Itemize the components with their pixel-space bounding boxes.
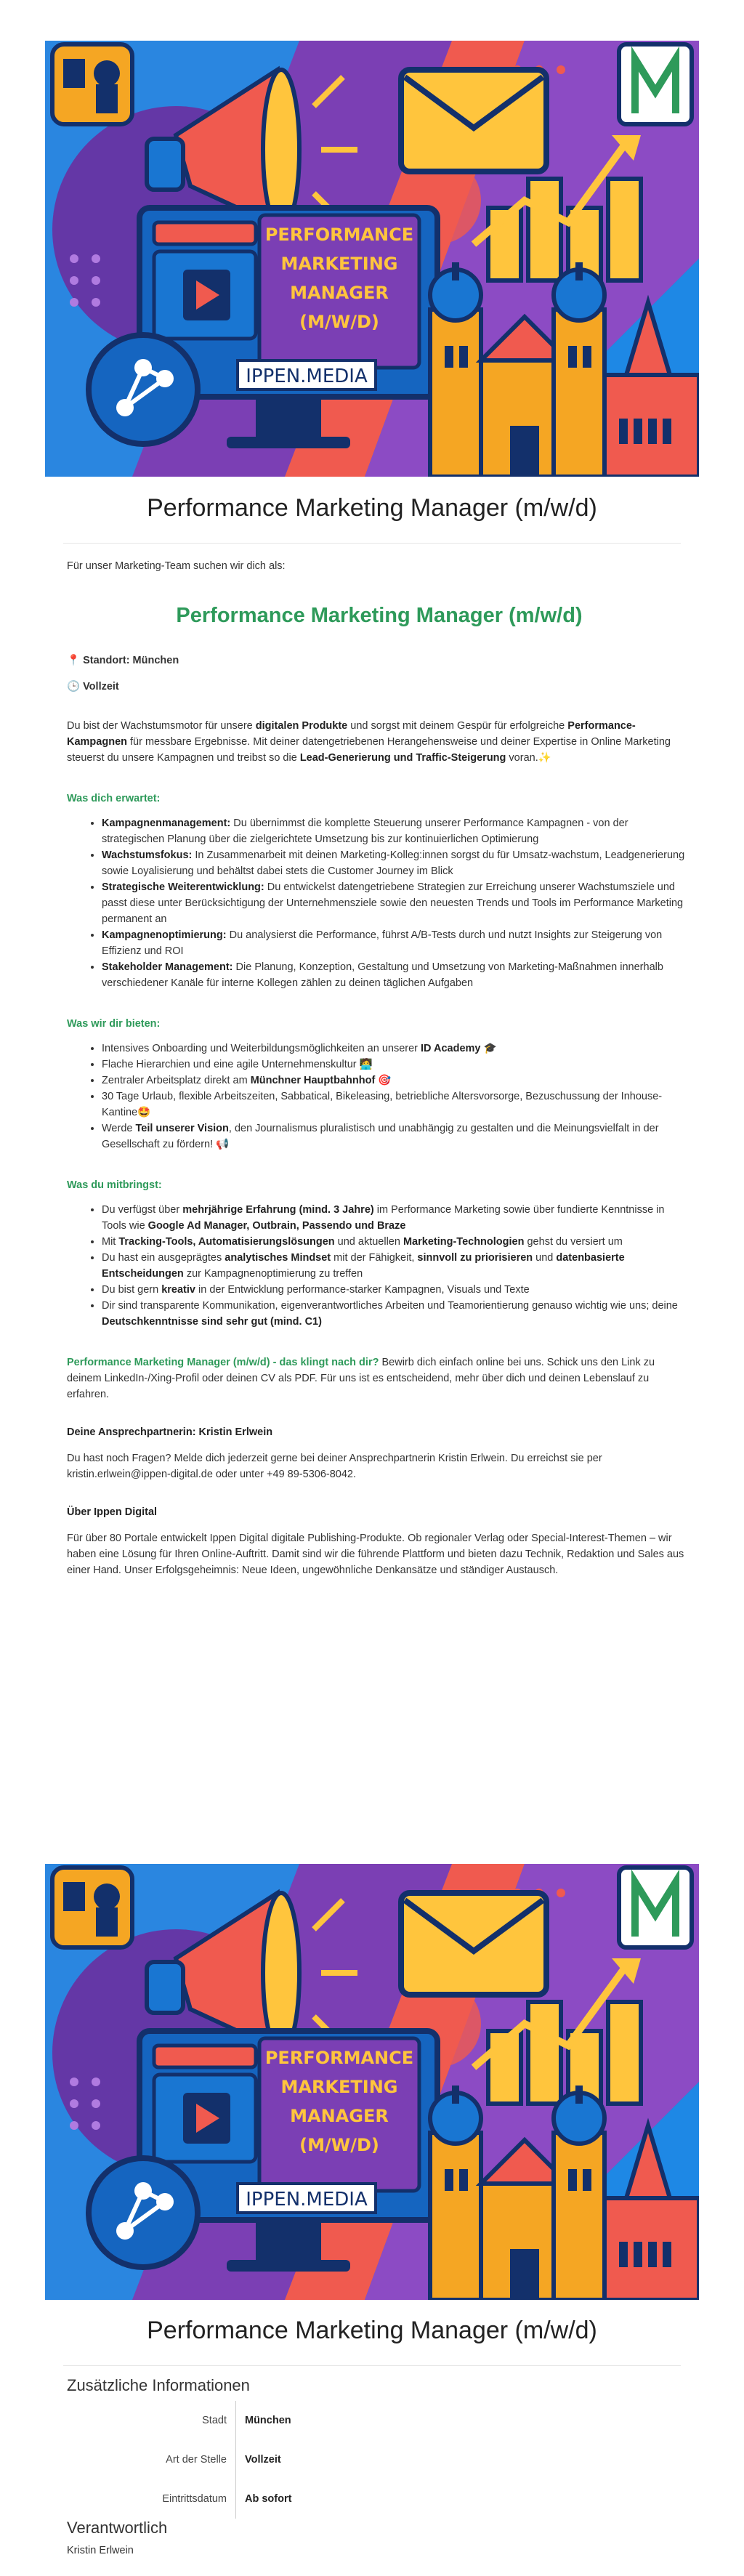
location: 📍 Standort: München: [67, 655, 179, 666]
list-item-text: In Zusammenarbeit mit deinen Marketing-Kolleg:innen sorgst du für Umsatz-wachstum, Leadgenerierung sowie Loyalisierung und behältst dabei stets die Customer Journey im Blick: [102, 849, 685, 877]
bring-list: [67, 1202, 692, 1330]
description-paragraph: [67, 718, 692, 766]
responsible-heading: Verantwortlich: [67, 2519, 168, 2537]
list-item: [102, 1250, 692, 1282]
list-item-bold: kreativ: [161, 1284, 195, 1296]
list-item-bold: Münchner Hauptbahnhof: [250, 1075, 376, 1086]
contact-heading: Deine Ansprechpartnerin: Kristin Erlwein: [67, 1426, 273, 1438]
list-item-text: Werde: [102, 1123, 136, 1134]
hero-headline-line-4: (M/W/D): [299, 312, 379, 332]
list-item-text: und: [533, 1252, 557, 1264]
list-item-text: Du hast ein ausgeprägtes: [102, 1252, 225, 1264]
job-title: Performance Marketing Manager (m/w/d): [176, 604, 583, 627]
hero-banner-repeat: [45, 1864, 699, 2300]
expect-list: [67, 815, 692, 991]
description-part: und sorgst mit deinem Gespür für erfolgreiche: [347, 720, 568, 732]
list-item-text: Dir sind transparente Kommunikation, eigenverantwortliches Arbeiten und Teamorientierung genauso wichtig wie uns; deine: [102, 1300, 678, 1312]
list-item: [102, 1282, 692, 1298]
intro-text: Für unser Marketing-Team suchen wir dich als:: [67, 560, 286, 572]
list-item: [102, 879, 692, 927]
apply-text: Bewirb dich einfach online bei uns. Schick uns den Link zu deinem LinkedIn-/Xing-Profil oder deinen CV als PDF. Für uns ist es entscheidend, mehr über dich und deinen Lebenslauf zu erfahren.: [67, 1357, 655, 1400]
apply-paragraph: [67, 1354, 692, 1402]
list-item-text: Du verfügst über: [102, 1204, 183, 1216]
list-item-text: gehst du versiert um: [524, 1236, 623, 1248]
hero-headline-line-2: MARKETING: [280, 254, 398, 274]
info-row-city: [67, 2401, 692, 2440]
list-item-bold: Marketing-Technologien: [403, 1236, 525, 1248]
description-part: voran.✨: [506, 752, 551, 764]
info-row-job-type: [67, 2440, 692, 2479]
list-item-text: Du analysierst die Performance, führst A/B-Tests durch und nutzt Insights zur Steigerung von Effizienz und ROI: [102, 929, 663, 957]
work-time: 🕒 Vollzeit: [67, 681, 119, 693]
hero-illustration: [45, 41, 699, 477]
list-item-bold: Deutschkenntnisse sind sehr gut (mind. C1): [102, 1316, 322, 1328]
hero-illustration: [45, 1864, 699, 2300]
list-item-bold: sinnvoll zu priorisieren: [417, 1252, 533, 1264]
description-bold: Lead-Generierung und Traffic-Steigerung: [299, 752, 506, 764]
list-item: [102, 1041, 692, 1057]
hero-headline-line-3: MANAGER: [290, 2106, 389, 2126]
info-value: Vollzeit: [245, 2454, 281, 2466]
hero-headline-line-2: MARKETING: [280, 2077, 398, 2097]
job-description: [67, 558, 692, 1578]
list-item-text: Mit: [102, 1236, 119, 1248]
list-item-bold: Stakeholder Management:: [102, 961, 233, 973]
list-item-text: Du übernimmst die komplette Steuerung unserer Performance Kampagnen - von der strategischen Planung über die zielgerichtete Umsetzung bis zur kontinuierlichen Optimierung: [102, 817, 628, 845]
list-item-text: Intensives Onboarding und Weiterbildungsmöglichkeiten an unserer: [102, 1043, 421, 1054]
list-item-text: , den Journalismus pluralistisch und unabhängig zu gestalten und die Meinungsvielfalt in der Gesellschaft zu fördern! 📢: [102, 1123, 659, 1150]
additional-info: [67, 2376, 692, 2556]
list-item-bold: analytisches Mindset: [225, 1252, 331, 1264]
title-divider: [63, 2365, 681, 2366]
list-item-bold: datenbasierte Entscheidungen: [102, 1252, 625, 1280]
list-item-bold: Tracking-Tools, Automatisierungslösungen: [118, 1236, 335, 1248]
list-item: • 30 Tage Urlaub, flexible Arbeitszeiten, Sabbatical, Bikeleasing, betriebliche Altersvorsorge, Bezuschussung der Inhouse-Kantine🤩: [102, 1089, 692, 1121]
info-label: Stadt: [67, 2401, 236, 2440]
list-item: [102, 927, 692, 959]
list-item-bold: Kampagnenoptimierung:: [102, 929, 227, 941]
about-text: Für über 80 Portale entwickelt Ippen Digital digitale Publishing-Produkte. Ob regionaler Verlag oder Special-Interest-Themen – wir haben eine Lösung für Ihren Online-Auftritt. Damit sind wir die führende Plattform und bieten dazu Technik, Redaktion und Sales aus einer Hand. Unser Erfolgsgeheimnis: Neue Ideen, ungewöhnliche Denkansätze und ständiger Austausch.: [67, 1533, 684, 1576]
list-item-text: Die Planung, Konzeption, Gestaltung und Umsetzung von Marketing-Maßnahmen innerhalb verschiedener Kanäle für interne Kollegen zählen zu deinen täglichen Aufgaben: [102, 961, 663, 989]
list-item-bold: Google Ad Manager, Outbrain, Passendo und Braze: [147, 1220, 406, 1232]
list-item-text: 🎓: [480, 1043, 497, 1054]
list-item: [102, 1298, 692, 1330]
hero-headline-line-1: PERFORMANCE: [264, 225, 414, 245]
section-heading-expect: Was dich erwartet:: [67, 793, 161, 804]
description-bold: Performance-Kampagnen: [67, 720, 636, 748]
list-item: [102, 815, 692, 847]
title-divider: [63, 543, 681, 544]
hero-headline-line-3: MANAGER: [290, 283, 389, 303]
info-label: Eintrittsdatum: [67, 2479, 236, 2519]
list-item-text: Du bist gern: [102, 1284, 162, 1296]
list-item: [102, 1234, 692, 1250]
contact-text: Du hast noch Fragen? Melde dich jederzeit gerne bei deiner Ansprechpartnerin Kristin Erlwein. Du erreichst sie per kristin.erlwein@ippen-digital.de oder unter +49 89-5306-8042.: [67, 1453, 602, 1480]
description-bold: digitalen Produkte: [255, 720, 348, 732]
page-title-repeat: Performance Marketing Manager (m/w/d): [147, 2317, 597, 2344]
list-item-bold: mehrjährige Erfahrung (mind. 3 Jahre): [182, 1204, 374, 1216]
list-item: • Flache Hierarchien und eine agile Unternehmenskultur 🧑‍💻: [102, 1057, 692, 1073]
hero-headline-line-4: (M/W/D): [299, 2135, 379, 2155]
info-row-start-date: [67, 2479, 692, 2519]
list-item: [102, 1202, 692, 1234]
list-item-bold: Strategische Weiterentwicklung:: [102, 881, 264, 893]
info-label: Art der Stelle: [67, 2440, 236, 2479]
list-item-bold: Teil unserer Vision: [135, 1123, 229, 1134]
offer-list: [67, 1041, 692, 1152]
list-item-bold: ID Academy: [421, 1043, 481, 1054]
hero-banner: [45, 41, 699, 477]
hero-brand: IPPEN.MEDIA: [246, 366, 368, 387]
section-heading-offer: Was wir dir bieten:: [67, 1018, 161, 1030]
list-item-text: zur Kampagnenoptimierung zu treffen: [183, 1268, 363, 1280]
info-value: München: [245, 2415, 291, 2426]
hero-headline-line-1: PERFORMANCE: [264, 2048, 414, 2068]
list-item: [102, 1073, 692, 1089]
additional-info-heading: Zusätzliche Informationen: [67, 2376, 250, 2394]
list-item-text: mit der Fähigkeit,: [331, 1252, 418, 1264]
list-item-text: 🎯: [375, 1075, 392, 1086]
list-item-bold: Wachstumsfokus:: [102, 849, 193, 861]
info-value: Ab sofort: [245, 2493, 292, 2505]
list-item: [102, 1121, 692, 1152]
apply-highlight: Performance Marketing Manager (m/w/d) - das klingt nach dir?: [67, 1357, 379, 1368]
list-item: [102, 847, 692, 879]
list-item: [102, 959, 692, 991]
list-item-text: im Performance Marketing sowie über fundierte Kenntnisse in Tools wie: [102, 1204, 665, 1232]
description-part: Du bist der Wachstumsmotor für unsere: [67, 720, 256, 732]
section-heading-bring: Was du mitbringst:: [67, 1179, 162, 1191]
description-part: für messbare Ergebnisse. Mit deiner datengetriebenen Herangehensweise und deiner Expertise in Online Marketing steuerst du unsere Kampagnen und treibst so die: [67, 736, 671, 764]
hero-brand: IPPEN.MEDIA: [246, 2189, 368, 2210]
responsible-name: Kristin Erlwein: [67, 2545, 134, 2556]
page-title: Performance Marketing Manager (m/w/d): [147, 494, 597, 522]
list-item-text: in der Entwicklung performance-starker Kampagnen, Visuals und Texte: [195, 1284, 530, 1296]
list-item-bold: Kampagnenmanagement:: [102, 817, 231, 829]
about-heading: Über Ippen Digital: [67, 1506, 158, 1518]
list-item-text: und aktuellen: [334, 1236, 403, 1248]
list-item-text: Du entwickelst datengetriebene Strategien zur Erreichung unserer Wachstumsziele und passt diese unter Berücksichtigung der Unternehmensziele sowie den neuesten Trends und Tools im Performance Marketing permanent an: [102, 881, 684, 925]
list-item-text: Zentraler Arbeitsplatz direkt am: [102, 1075, 251, 1086]
